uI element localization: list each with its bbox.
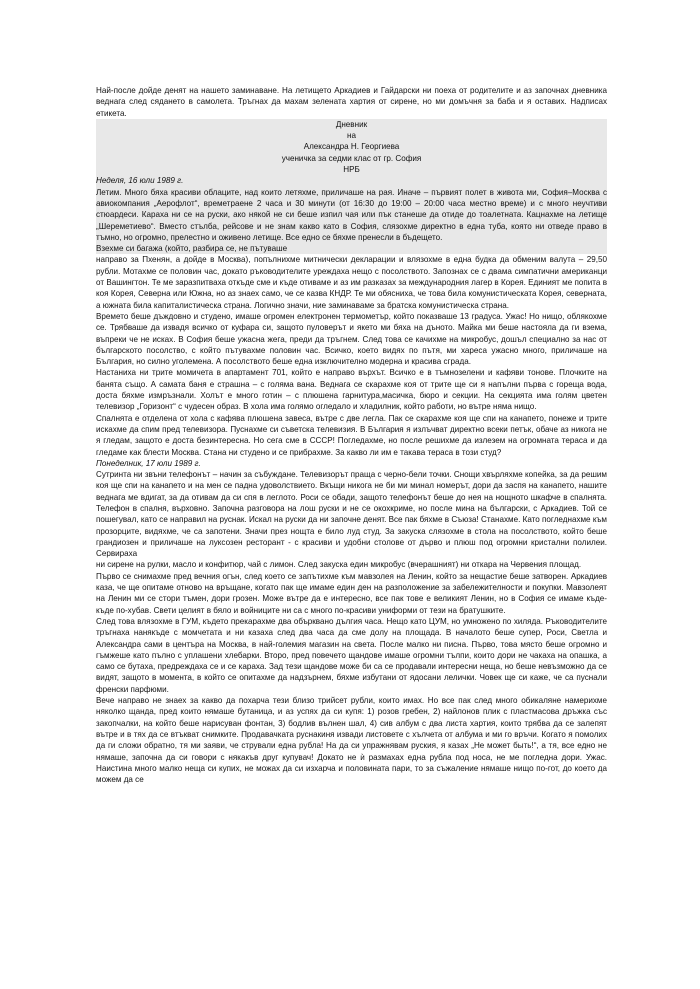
document-page <box>96 85 607 785</box>
entry-paragraph: Сутринта ни звъни телефонът – начин за събуждане. Телевизорът праща с черно-бели точки. Снощи хвърляхме копейка, за да решим коя ще спи на канапето и на мен се падна удоволствието. Вкъщи никога не би ми минал номерът, дори да заспя на канапето, нашите веднага ме вдигат, за да отивам да си спя в леглото. Роси се обади, защото телефонът беше до нея на нощното шкафче в спалнята. Телефон в спалня, върховно. Започна разговора на лош руски и не се окохкриме, но после мина на български, с Аркадиев. Той се пошегувал, като се направил на руснак. Искал на руски да ни започне денят. Все пак бяхме в Съюза! Станахме. Като погледнахме към прозорците, видяхме, че са запотени. Значи през нощта е било луд студ. За закуска слязохме в стола на посолството, който беше грандиозен и приличаше на луксозен ресторант - с красиви и удобни столове от дърво и плюш под огромни кристални полилеи. Сервираха <box>96 470 607 559</box>
entry-paragraph: Спалнята е отделена от хола с кафява плюшена завеса, вътре с две легла. Пак се скарахме коя ще спи на канапето, понеже и трите искахме да спим пред телевизора. Пуснахме си съветска телевизия. В България я излъчват директно всеки петък, обаче аз никога не я гледам, защото е доста безинтересна. Но сега сме в СССР! Погледахме, но после решихме да излезем на огромната тераса и да гледаме как блести Москва. Стана ни студено и се прибрахме. За какво ли им е такава тераса в този студ? <box>96 413 607 457</box>
entry-paragraph: Първо се снимахме пред вечния огън, след което се запътихме към мавзолея на Ленин, който за нещастие беше затворен. Аркадиев каза, че ще опитаме отново на връщане, когато пак ще имаме един ден на разположение за забележителности и покупки. Мавзолеят на Ленин ми се стори тъмен, дори грозен. Може вътре да е интересно, все пак тове е великият Ленин, но в София се имаме къде-къде по-хубав. Свети целият в бяло и войниците ни са с много по-красиви униформи от тези на братушките. <box>96 571 607 615</box>
diary-author-role: ученичка за седми клас от гр. София <box>281 153 422 163</box>
entry-date: Неделя, 16 юли 1989 г. <box>96 175 607 186</box>
entry-paragraph: След това влязохме в ГУМ, където прекарахме два обърквано дългия часа. Нещо като ЦУМ, но умножено по хиляда. Ръководителите тръгнаха нанякъде с момчетата и ни казаха след два часа да сме долу на площада. В началото беше супер, Роси, Светла и Александра сами в центъра на Москва, в най-големия магазин на света. После малко ни писна. Първо, това място беше огромно и гъмжеше като пълно с уплашени хлебарки. Второ, пред повечето щандове имаше огромни тълпи, които дори не чакаха на опашка, а само се бутаха, предреждаха се и се караха. Зад тези щандове може би са се продавали интересни неща, но беше невъзможно да се видят, защото в момента, в който се опитахме да надзърнем, бяхме избутани от ядосани лелички. Човек ще си каже, че са пуснали френски парфюми. <box>96 616 607 694</box>
entry-paragraph: Летим. Много бяха красиви облаците, над които летяхме, приличаше на рая. Иначе – първият полет в живота ми, София–Москва с авиокомпания „Аерофлот“, времетраене 2 часа и 30 минути (от 16:30 до 19:00 – 20:00 часа местно време) и с много неучтиви стюардеси. Караха ни се на руски, ако някой не си беше изпил чая или пък станеше да отиде до тоалетната. Кацнахме на летище „Шереметиево“. Вместо стълба, рейсове и не знам какво като в София, слязохме директно в една туба, която ни отведе право в тъмно, но огромно, прелестно и оживено летище. Все едно се бяхме пренесли в бъдещето. <box>96 187 607 242</box>
entry-paragraph: Взехме си багажа (който, разбира се, не пътуваше <box>96 243 607 254</box>
entry-paragraph: направо за Пхенян, а дойде в Москва), попълнихме митнически декларации и влязохме в една будка да обменим валута – 29,50 рубли. Мотахме се половин час, докато ръководителите уреждаха нещо с посолството. Запознах се с двама симпатични американци от Вашингтон. Те ме заразпитваха откъде сме и къде отиваме и аз им разказах за международния лагер в Корея. Единият ме попита в коя Корея, Северна или Южна, но аз знаех само, че се казва КНДР. Те ми обясниха, че това била комунистическата Корея, северната, а южната била капиталистическа страна. Логично значи, ние заминаваме за братска комунистическа страна. <box>96 255 607 310</box>
intro-paragraph: Най-после дойде денят на нашето заминаване. На летището Аркадиев и Гайдарски ни поеха от родителите и аз започнах дневника веднага след сядането в самолета. Тръгнах да махам зелената хартия от сирене, но ми домъчня за баба и я оставих. Надписах етикета. <box>96 86 607 118</box>
entry-paragraph: ни сирене на рулки, масло и конфитюр, чай с лимон. След закуска един микробус (вчерашният) ни откара на Червения площад. <box>96 560 582 570</box>
diary-title: Дневник <box>335 119 368 129</box>
entry-paragraph: Вече направо не знаех за какво да похарча тези близо трийсет рубли, които имах. Но все пак след много обикаляне намерихме няколко щанда, пред които нямаше бутаница, и аз успях да си купя: 1) розов гребен, 2) найлонов плик с пластмасова дръжка със закопчалки, на който беше нарисуван фонтан, 3) бодлив вълнен шал, 4) сив албум с два листа хартия, които трябва да се залепят вътре и в тях да се втъкват снимките. Продавачката руснакиня извади листовете с хълчета от албума и ми го връчи. Когато я помолих да ги сложи обратно, тя ми заяви, че стрували една рубла! На да си упражнявам руския, я казах „Не может быть!“, а тя, все едно не нямаше, започна да си говори с някакъв друг купувач! Докато не ѝ размахах една рубла под носа, не ме погледна дори. Ужас. Наистина много малко неща си купих, не можах да си изхарча и половината пари, то за съжаление нямаше нищо по-гот, до което да можем да се <box>96 696 607 785</box>
diary-title-block <box>96 119 607 175</box>
diary-country: НРБ <box>343 165 360 175</box>
diary-author: Александра Н. Георгиева <box>303 142 400 152</box>
entry-paragraph: Настаниха ни трите момичета в апартамент 701, който е направо върхът. Всичко е в тъмнозелени и кафяви тонове. Плочките на банята също. А самата баня е страшна – с голяма вана. Веднага се скарахме коя от трите ще си я напълни първа с гореща вода, доста бяхме измръзнали. Холът е много готин – с плюшена гарнитура,масичка, бюро и секции. На секцията има голям цветен телевизор „Горизонт“ с чудесен образ. В хола има голямо огледало и хладилник, който работи, но вътре няма нищо. <box>96 368 607 412</box>
entry-date: Понеделник, 17 юли 1989 г. <box>96 458 201 468</box>
entry-paragraph: Времето беше дъждовно и студено, имаше огромен електронен термометър, който показваше 13 градуса. Ужас! Но нищо, облякохме се. Трябваше да извадя всичко от куфара си, защото пуловерът и якето ми бяха на дъното. Майка ми беше настояла да ги взема, въпреки че не исках. В София беше ужасна жега, преди да тръгнем. След това се качихме на микробус, дошъл специално за нас от българското посолство, с който пътувахме половин час. Всичко, което видях по пътя, ми хареса ужасно много, приличаше на България, но силно уголемена. А посолството беше една изключително модерна и красива сграда. <box>96 311 607 367</box>
diary-title-of: на <box>347 131 356 141</box>
